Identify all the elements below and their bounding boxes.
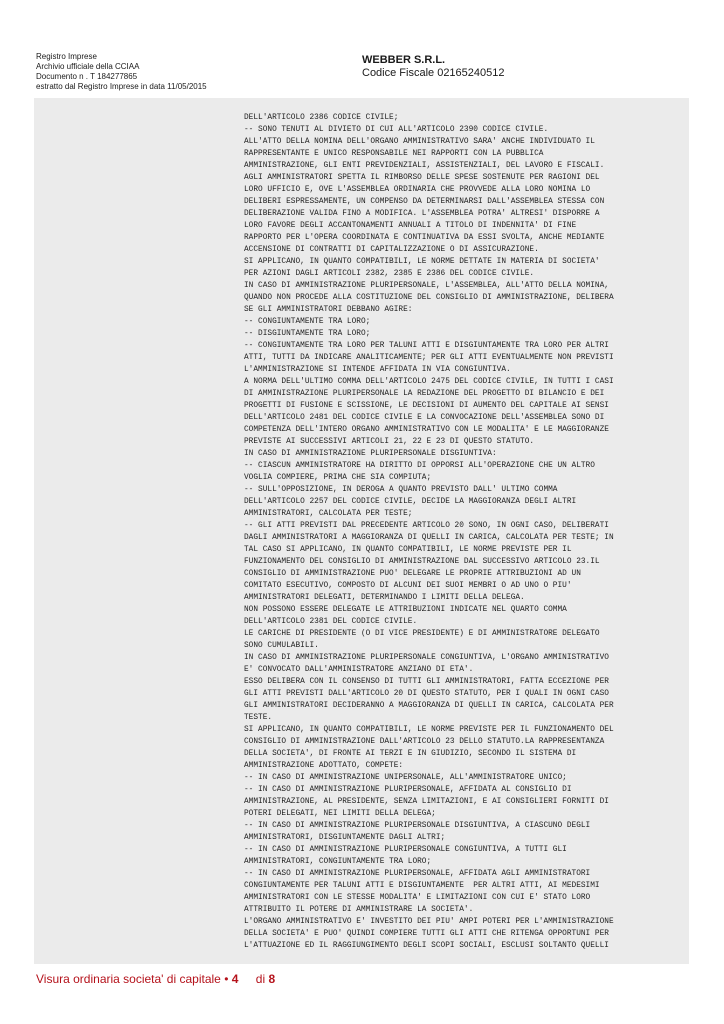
registry-line-3: Documento n . T 184277865 <box>36 72 138 81</box>
text-line: AMMINISTRATORI, CONGIUNTAMENTE TRA LORO; <box>244 858 432 866</box>
text-line: -- DISGIUNTAMENTE TRA LORO; <box>244 330 371 338</box>
text-line: FUNZIONAMENTO DEL CONSIGLIO DI AMMINISTRAZIONE DAL SUCCESSIVO ARTICOLO 23.IL <box>244 558 600 566</box>
text-line: DELL'ARTICOLO 2381 DEL CODICE CIVILE. <box>244 618 418 626</box>
text-line: TAL CASO SI APPLICANO, IN QUANTO COMPATIBILI, LE NORME PREVISTE PER IL <box>244 546 572 554</box>
text-line: NON POSSONO ESSERE DELEGATE LE ATTRIBUZIONI INDICATE NEL QUARTO COMMA <box>244 606 567 614</box>
footer-of-label: di <box>255 972 266 986</box>
text-line: -- IN CASO DI AMMINISTRAZIONE PLURIPERSONALE DISGIUNTIVA, A CIASCUNO DEGLI <box>244 822 591 830</box>
text-line: DELL'ARTICOLO 2386 CODICE CIVILE; <box>244 114 399 122</box>
text-line: DI AMMINISTRAZIONE PLURIPERSONALE LA REDAZIONE DEL PROGETTO DI BILANCIO E DEI <box>244 390 605 398</box>
text-line: SI APPLICANO, IN QUANTO COMPATIBILI, LE NORME DETTATE IN MATERIA DI SOCIETA' <box>244 258 600 266</box>
footer-total-pages: 8 <box>268 972 276 986</box>
text-line: LORO FAVORE DEGLI ACCANTONAMENTI ANNUALI A TITOLO DI INDENNITA' DI FINE <box>244 222 577 230</box>
text-line: IN CASO DI AMMINISTRAZIONE PLURIPERSONALE DISGIUNTIVA: <box>244 450 497 458</box>
text-line: LORO UFFICIO E, OVE L'ASSEMBLEA ORDINARIA CHE PROVVEDE ALLA LORO NOMINA LO <box>244 186 591 194</box>
text-line: GLI ATTI PREVISTI DALL'ARTICOLO 20 DI QUESTO STATUTO, PER I QUALI IN OGNI CASO <box>244 690 609 698</box>
text-line: COMPETENZA DELL'INTERO ORGANO AMMINISTRATIVO CON LE MODALITA' E LE MAGGIORANZE <box>244 426 609 434</box>
footer-page-number: 4 <box>231 972 239 986</box>
text-line: AMMINISTRAZIONE ADOTTATO, COMPETE: <box>244 762 404 770</box>
text-line: TESTE. <box>244 714 273 722</box>
text-line: ATTRIBUITO IL POTERE DI AMMINISTRARE LA SOCIETA'. <box>244 906 474 914</box>
company-header <box>362 54 505 80</box>
text-line: DELLA SOCIETA' E PUO' QUINDI COMPIERE TUTTI GLI ATTI CHE RITENGA OPPORTUNI PER <box>244 930 609 938</box>
text-line: DELIBERAZIONE VALIDA FINO A MODIFICA. L'ASSEMBLEA POTRA' ALTRESI' DISPORRE A <box>244 210 600 218</box>
text-line: RAPPRESENTANTE E UNICO RESPONSABILE NEI RAPPORTI CON LA PUBBLICA <box>244 150 544 158</box>
text-line: -- IN CASO DI AMMINISTRAZIONE UNIPERSONALE, ALL'AMMINISTRATORE UNICO; <box>244 774 567 782</box>
text-line: QUANDO NON PROCEDE ALLA COSTITUZIONE DEL CONSIGLIO DI AMMINISTRAZIONE, DELIBERA <box>244 294 614 302</box>
text-line: AMMINISTRAZIONE, AL PRESIDENTE, SENZA LIMITAZIONI, E AI CONSIGLIERI FORNITI DI <box>244 798 609 806</box>
text-line: CONGIUNTAMENTE PER TALUNI ATTI E DISGIUNTAMENTE PER ALTRI ATTI, AI MEDESIMI <box>244 882 600 890</box>
text-line: -- GLI ATTI PREVISTI DAL PRECEDENTE ARTICOLO 20 SONO, IN OGNI CASO, DELIBERATI <box>244 522 609 530</box>
text-line: -- CIASCUN AMMINISTRATORE HA DIRITTO DI OPPORSI ALL'OPERAZIONE CHE UN ALTRO <box>244 462 595 470</box>
text-line: COMITATO ESECUTIVO, COMPOSTO DI ALCUNI DEI SUOI MEMBRI O AD UNO O PIU' <box>244 582 572 590</box>
text-line: DELL'ARTICOLO 2481 DEL CODICE CIVILE E LA CONVOCAZIONE DELL'ASSEMBLEA SONO DI <box>244 414 605 422</box>
text-line: -- CONGIUNTAMENTE TRA LORO PER TALUNI ATTI E DISGIUNTAMENTE TRA LORO PER ALTRI <box>244 342 609 350</box>
registry-line-4: estratto dal Registro Imprese in data 11/05/2015 <box>36 82 207 91</box>
text-line: CONSIGLIO DI AMMINISTRAZIONE PUO' DELEGARE LE PROPRIE ATTRIBUZIONI AD UN <box>244 570 581 578</box>
text-line: PER AZIONI DAGLI ARTICOLI 2382, 2385 E 2386 DEL CODICE CIVILE. <box>244 270 535 278</box>
text-line: GLI AMMINISTRATORI DECIDERANNO A MAGGIORANZA DI QUELLI IN CARICA, CALCOLATA PER <box>244 702 614 710</box>
text-line: IN CASO DI AMMINISTRAZIONE PLURIPERSONALE CONGIUNTIVA, L'ORGANO AMMINISTRATIVO <box>244 654 609 662</box>
text-line: SI APPLICANO, IN QUANTO COMPATIBILI, LE NORME PREVISTE PER IL FUNZIONAMENTO DEL <box>244 726 614 734</box>
text-line: -- CONGIUNTAMENTE TRA LORO; <box>244 318 371 326</box>
text-line: -- IN CASO DI AMMINISTRAZIONE PLURIPERSONALE CONGIUNTIVA, A TUTTI GLI <box>244 846 567 854</box>
text-line: IN CASO DI AMMINISTRAZIONE PLURIPERSONALE, L'ASSEMBLEA, ALL'ATTO DELLA NOMINA, <box>244 282 609 290</box>
footer-document-title: Visura ordinaria societa' di capitale <box>36 972 221 986</box>
text-line: SONO CUMULABILI. <box>244 642 319 650</box>
footer-bullet: • <box>224 972 229 986</box>
text-line: AGLI AMMINISTRATORI SPETTA IL RIMBORSO DELLE SPESE SOSTENUTE PER RAGIONI DEL <box>244 174 600 182</box>
text-line: LE CARICHE DI PRESIDENTE (O DI VICE PRESIDENTE) E DI AMMINISTRATORE DELEGATO <box>244 630 600 638</box>
text-line: ALL'ATTO DELLA NOMINA DELL'ORGANO AMMINISTRATIVO SARA' ANCHE INDIVIDUATO IL <box>244 138 595 146</box>
text-line: AMMINISTRATORI, CALCOLATA PER TESTE; <box>244 510 413 518</box>
text-line: -- SULL'OPPOSIZIONE, IN DEROGA A QUANTO PREVISTO DALL' ULTIMO COMMA <box>244 486 558 494</box>
text-line: -- SONO TENUTI AL DIVIETO DI CUI ALL'ARTICOLO 2390 CODICE CIVILE. <box>244 126 549 134</box>
text-line: DAGLI AMMINISTRATORI A MAGGIORANZA DI QUELLI IN CARICA, CALCOLATA PER TESTE; IN <box>244 534 614 542</box>
text-line: L'ORGANO AMMINISTRATIVO E' INVESTITO DEI PIU' AMPI POTERI PER L'AMMINISTRAZIONE <box>244 918 614 926</box>
page-footer <box>36 972 275 986</box>
text-line: DELL'ARTICOLO 2257 DEL CODICE CIVILE, DECIDE LA MAGGIORANZA DEGLI ALTRI <box>244 498 577 506</box>
text-line: PREVISTE AI SUCCESSIVI ARTICOLI 21, 22 E 23 DI QUESTO STATUTO. <box>244 438 535 446</box>
text-line: -- IN CASO DI AMMINISTRAZIONE PLURIPERSONALE, AFFIDATA AL CONSIGLIO DI <box>244 786 572 794</box>
registry-header <box>36 52 207 92</box>
company-name: WEBBER S.R.L. <box>362 54 446 66</box>
registry-line-1: Registro Imprese <box>36 52 97 61</box>
text-line: ACCENSIONE DI CONTRATTI DI CAPITALIZZAZIONE O DI ASSICURAZIONE. <box>244 246 539 254</box>
text-line: L'AMMINISTRAZIONE SI INTENDE AFFIDATA IN VIA CONGIUNTIVA. <box>244 366 511 374</box>
text-line: AMMINISTRAZIONE, GLI ENTI PREVIDENZIALI, ASSISTENZIALI, DEL LAVORO E FISCALI. <box>244 162 605 170</box>
text-line: SE GLI AMMINISTRATORI DEBBANO AGIRE: <box>244 306 413 314</box>
text-line: ATTI, TUTTI DA INDICARE ANALITICAMENTE; PER GLI ATTI EVENTUALMENTE NON PREVISTI <box>244 354 614 362</box>
statute-text <box>244 112 680 952</box>
text-line: ESSO DELIBERA CON IL CONSENSO DI TUTTI GLI AMMINISTRATORI, FATTA ECCEZIONE PER <box>244 678 609 686</box>
registry-line-2: Archivio ufficiale della CCIAA <box>36 62 140 71</box>
text-line: A NORMA DELL'ULTIMO COMMA DELL'ARTICOLO 2475 DEL CODICE CIVILE, IN TUTTI I CASI <box>244 378 614 386</box>
text-line: AMMINISTRATORI CON LE STESSE MODALITA' E LIMITAZIONI CON CUI E' STATO LORO <box>244 894 591 902</box>
text-line: CONSIGLIO DI AMMINISTRAZIONE DALL'ARTICOLO 23 DELLO STATUTO.LA RAPPRESENTANZA <box>244 738 605 746</box>
text-line: DELIBERI ESPRESSAMENTE, UN COMPENSO DA DETERMINARSI DALL'ASSEMBLEA STESSA CON <box>244 198 605 206</box>
text-line: POTERI DELEGATI, NEI LIMITI DELLA DELEGA; <box>244 810 436 818</box>
text-line: DELLA SOCIETA', DI FRONTE AI TERZI E IN GIUDIZIO, SECONDO IL SISTEMA DI <box>244 750 577 758</box>
text-line: -- IN CASO DI AMMINISTRAZIONE PLURIPERSONALE, AFFIDATA AGLI AMMINISTRATORI <box>244 870 591 878</box>
text-line: E' CONVOCATO DALL'AMMINISTRATORE ANZIANO DI ETA'. <box>244 666 474 674</box>
text-line: L'ATTUAZIONE ED IL RAGGIUNGIMENTO DEGLI SCOPI SOCIALI, ESCLUSI SOLTANTO QUELLI <box>244 942 609 950</box>
fiscal-code: Codice Fiscale 02165240512 <box>362 67 505 79</box>
text-line: PROGETTI DI FUSIONE E SCISSIONE, LE DECISIONI DI AUMENTO DEL CAPITALE AI SENSI <box>244 402 609 410</box>
text-line: AMMINISTRATORI DELEGATI, DETERMINANDO I LIMITI DELLA DELEGA. <box>244 594 525 602</box>
text-line: RAPPORTO PER L'OPERA COORDINATA E CONTINUATIVA DA ESSI SVOLTA, ANCHE MEDIANTE <box>244 234 605 242</box>
text-line: VOGLIA COMPIERE, PRIMA CHE SIA COMPIUTA; <box>244 474 432 482</box>
text-line: AMMINISTRATORI, DISGIUNTAMENTE DAGLI ALTRI; <box>244 834 446 842</box>
